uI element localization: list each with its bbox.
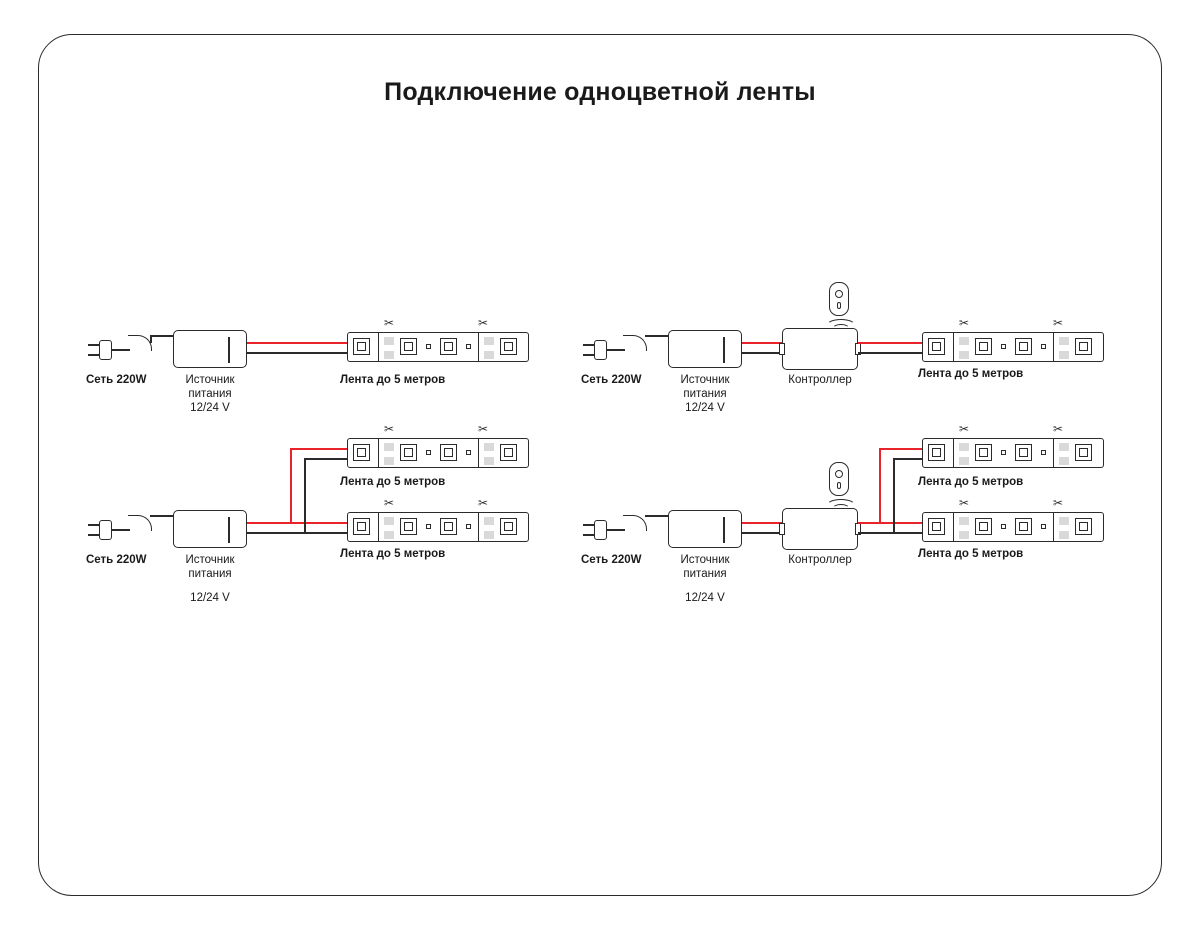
negative-wire-upper xyxy=(893,458,922,460)
negative-wire-lower xyxy=(858,532,922,534)
cut-mark-icon: ✂ xyxy=(1053,496,1064,510)
negative-wire-lower xyxy=(247,532,347,534)
cut-mark-icon: ✂ xyxy=(1053,422,1064,436)
label-mains: Сеть 220W xyxy=(86,374,147,386)
mains-wire-into-psu xyxy=(645,515,669,517)
label-psu-line1: Источник xyxy=(680,554,730,566)
negative-wire-upper xyxy=(304,458,347,460)
cut-mark-icon: ✂ xyxy=(478,422,489,436)
remote-control-icon xyxy=(829,462,849,496)
label-strip-upper: Лента до 5 метров xyxy=(340,476,446,488)
cut-mark-icon: ✂ xyxy=(384,422,395,436)
negative-wire-riser xyxy=(304,458,306,533)
positive-wire xyxy=(742,522,782,524)
power-plug-icon xyxy=(88,520,112,540)
label-controller: Контроллер xyxy=(788,554,852,566)
power-supply-box xyxy=(668,510,742,548)
label-psu-line1: Источник xyxy=(185,554,235,566)
label-strip-lower: Лента до 5 метров xyxy=(340,548,446,560)
led-strip-lower xyxy=(922,512,1104,542)
label-psu-line1: Источник xyxy=(185,374,235,386)
label-strip-lower: Лента до 5 метров xyxy=(918,548,1024,560)
positive-wire-riser xyxy=(290,448,292,524)
cut-mark-icon: ✂ xyxy=(959,422,970,436)
mains-wire-curve xyxy=(128,515,152,531)
label-psu-line2: питания xyxy=(683,388,727,400)
positive-wire-lower xyxy=(247,522,347,524)
positive-wire-upper xyxy=(879,448,922,450)
label-psu-line3: 12/24 V xyxy=(685,402,725,414)
label-mains: Сеть 220W xyxy=(581,554,642,566)
signal-waves-icon xyxy=(823,498,857,512)
led-strip-upper xyxy=(922,438,1104,468)
negative-wire xyxy=(742,532,782,534)
label-strip: Лента до 5 метров xyxy=(340,374,446,386)
label-mains: Сеть 220W xyxy=(86,554,147,566)
diagram-bottom-right xyxy=(495,180,1195,620)
cut-mark-icon: ✂ xyxy=(384,496,395,510)
negative-wire-riser xyxy=(893,458,895,533)
label-psu-line2: питания xyxy=(683,568,727,580)
mains-wire-into-psu xyxy=(150,515,174,517)
page-title: Подключение одноцветной ленты xyxy=(384,78,816,106)
mains-wire-curve xyxy=(623,515,647,531)
cut-mark-icon: ✂ xyxy=(478,316,489,330)
label-psu-line3: 12/24 V xyxy=(685,592,725,604)
cut-mark-icon: ✂ xyxy=(959,496,970,510)
label-psu-line1: Источник xyxy=(680,374,730,386)
positive-wire-upper xyxy=(290,448,347,450)
label-psu-line2: питания xyxy=(188,568,232,580)
power-supply-box xyxy=(173,510,247,548)
label-mains: Сеть 220W xyxy=(581,374,642,386)
label-strip: Лента до 5 метров xyxy=(918,368,1024,380)
label-psu-line3: 12/24 V xyxy=(190,402,230,414)
positive-wire-lower xyxy=(858,522,922,524)
cut-mark-icon: ✂ xyxy=(384,316,395,330)
label-controller: Контроллер xyxy=(788,374,852,386)
cut-mark-icon: ✂ xyxy=(1053,316,1064,330)
label-strip-upper: Лента до 5 метров xyxy=(918,476,1024,488)
cut-mark-icon: ✂ xyxy=(959,316,970,330)
positive-wire-riser xyxy=(879,448,881,524)
label-psu-line2: питания xyxy=(188,388,232,400)
power-plug-icon xyxy=(583,520,607,540)
controller-box xyxy=(782,508,858,550)
label-psu-line3: 12/24 V xyxy=(190,592,230,604)
cut-mark-icon: ✂ xyxy=(478,496,489,510)
